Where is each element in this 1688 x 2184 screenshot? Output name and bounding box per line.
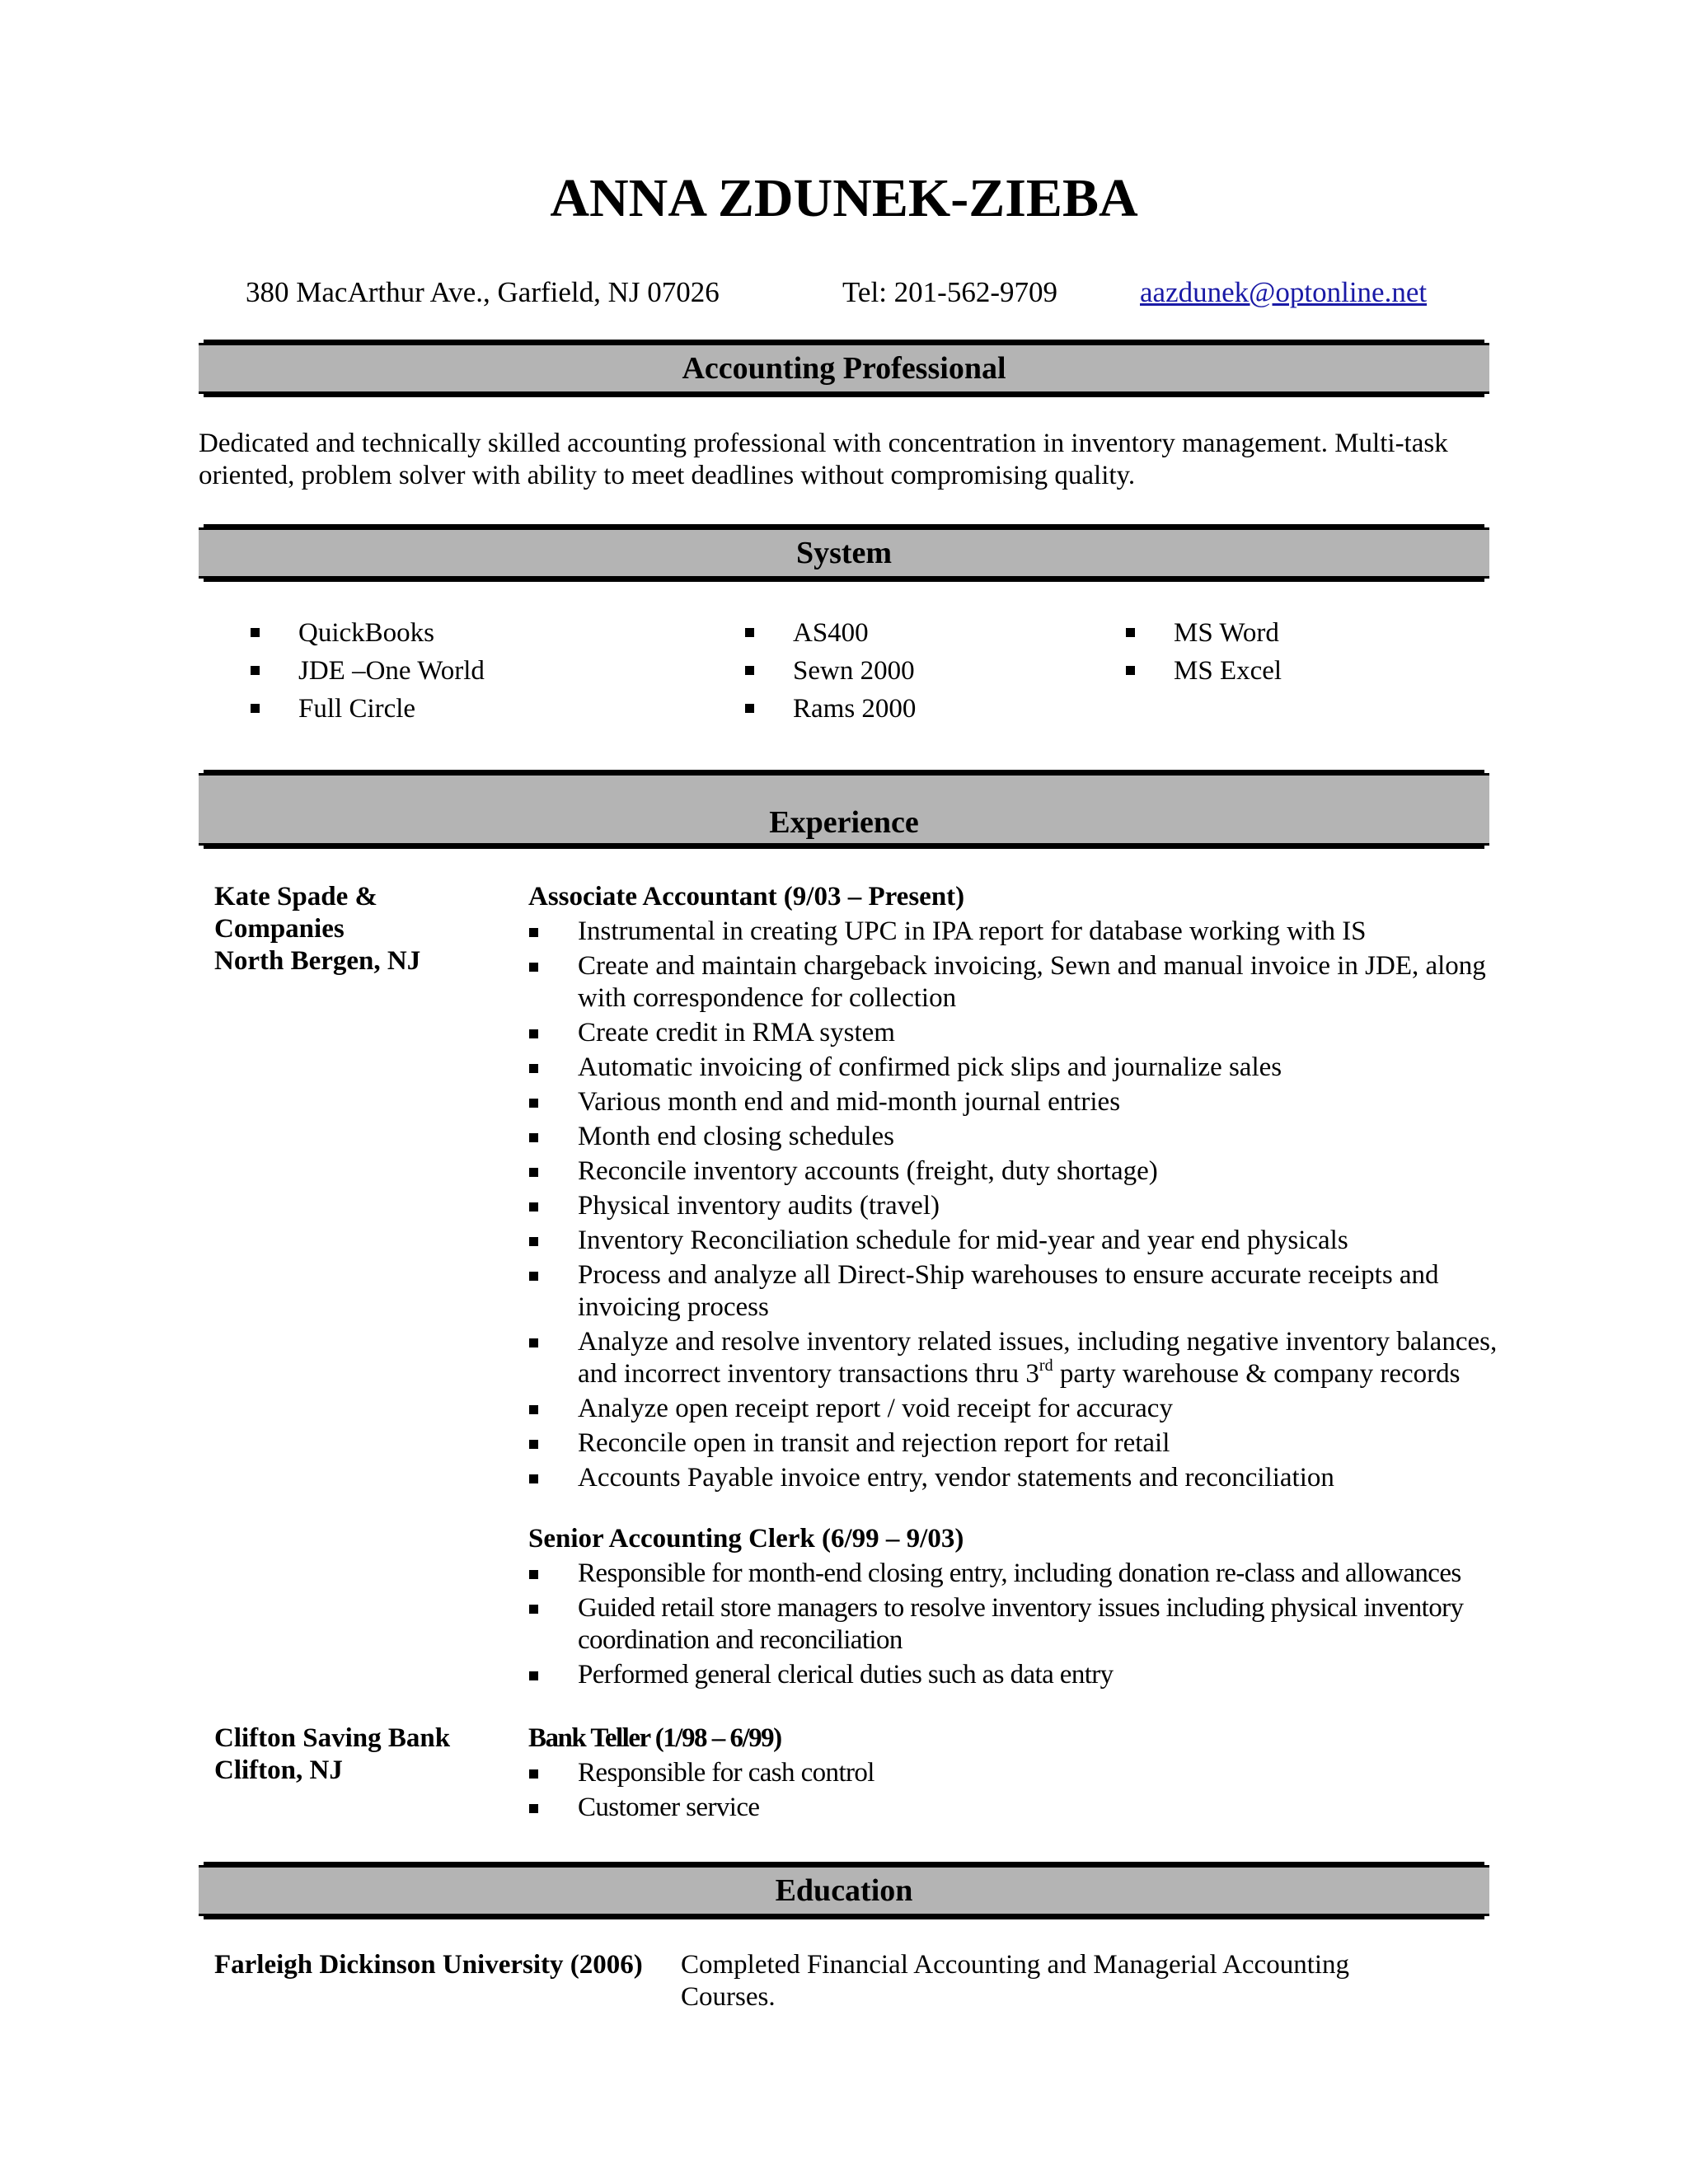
bullet-icon [529,1474,538,1483]
bullet-icon [529,1804,538,1813]
list-item: Automatic invoicing of confirmed pick slips and journalize sales [528,1052,1517,1084]
superscript: rd [1039,1357,1053,1375]
job-block [528,881,1517,1497]
address: 380 MacArthur Ave., Garfield, NJ 07026 [246,276,720,308]
list-item: JDE –One World [251,652,485,690]
bullet-icon [529,1237,538,1246]
list-item: Process and analyze all Direct-Ship warehouses to ensure accurate receipts and invoicing process [528,1259,1517,1324]
bullet-icon [745,628,754,637]
bullet-icon [251,628,260,637]
bullet-icon [529,1064,538,1073]
list-item: Sewn 2000 [745,652,916,690]
bullet-icon [529,1671,538,1680]
education-description: Completed Financial Accounting and Managerial Accounting Courses. [681,1950,1350,2012]
school-name: Farleigh Dickinson University (2006) [214,1950,643,1980]
bullet-icon [529,1769,538,1779]
section-banner-summary: Accounting Professional [199,343,1489,394]
list-item: Physical inventory audits (travel) [528,1190,1517,1222]
company-name: Companies [214,914,345,944]
job-title: Senior Accounting Clerk (6/99 – 9/03) [528,1524,964,1554]
company-name: Kate Spade & [214,882,377,912]
bullet-icon [529,1029,538,1038]
list-item: Create and maintain chargeback invoicing, Sewn and manual invoice in JDE, along with correspondence for collection [528,950,1517,1015]
list-item: Create credit in RMA system [528,1017,1517,1049]
list-item: Instrumental in creating UPC in IPA report for database working with IS [528,916,1517,948]
list-item: Various month end and mid-month journal entries [528,1086,1517,1118]
list-item: Accounts Payable invoice entry, vendor statements and reconciliation [528,1462,1517,1494]
bullet-icon [529,1099,538,1108]
system-column-3 [1126,614,1282,690]
bullet-icon [745,666,754,675]
list-item: Responsible for cash control [528,1757,1517,1789]
bullet-icon [529,1440,538,1449]
bullet-icon [529,963,538,972]
list-item: Analyze open receipt report / void receipt for accuracy [528,1393,1517,1425]
list-item: QuickBooks [251,614,485,652]
list-item: Customer service [528,1792,1517,1824]
email-link[interactable]: aazdunek@optonline.net [1140,276,1428,308]
bullet-icon [529,1168,538,1177]
bullet-icon [529,1338,538,1347]
list-item: Rams 2000 [745,690,916,728]
list-item: Guided retail store managers to resolve inventory issues including physical inventory coordination and reconciliation [528,1592,1517,1657]
bullet-icon [745,704,754,713]
bullet-icon [1126,628,1135,637]
company-location: North Bergen, NJ [214,946,421,976]
job-block [528,1523,1517,1694]
list-item: Analyze and resolve inventory related issues, including negative inventory balances, and incorrect inventory transactions thru 3rd party warehouse & company records [528,1326,1517,1390]
bullet-icon [529,1605,538,1614]
list-item: AS400 [745,614,916,652]
company-name: Clifton Saving Bank [214,1723,451,1753]
section-banner-experience: Experience [199,773,1489,846]
list-item: MS Excel [1126,652,1282,690]
list-item: Reconcile inventory accounts (freight, duty shortage) [528,1155,1517,1188]
resume-name: ANNA ZDUNEK-ZIEBA [550,168,1138,228]
list-item: Performed general clerical duties such as data entry [528,1659,1517,1691]
job-block [528,1722,1517,1826]
company-location: Clifton, NJ [214,1755,343,1785]
list-item: Responsible for month-end closing entry, including donation re-class and allowances [528,1558,1517,1590]
bullet-icon [529,1272,538,1281]
bullet-icon [529,1202,538,1212]
bullet-icon [251,666,260,675]
phone: Tel: 201-562-9709 [842,276,1057,308]
list-item: Month end closing schedules [528,1121,1517,1153]
job-title: Bank Teller (1/98 – 6/99) [528,1723,781,1753]
section-banner-education: Education [199,1865,1489,1916]
bullet-icon [1126,666,1135,675]
list-item: Full Circle [251,690,485,728]
company-block [214,881,420,977]
bullet-icon [529,1405,538,1414]
summary-text: Dedicated and technically skilled accounting professional with concentration in inventory management. Multi-task oriented, problem solver with ability to meet deadlines without compromising quality. [199,429,1448,490]
list-item: Reconcile open in transit and rejection report for retail [528,1427,1517,1460]
bullet-icon [529,1133,538,1142]
list-item: Inventory Reconciliation schedule for mid-year and year end physicals [528,1225,1517,1257]
list-item: MS Word [1126,614,1282,652]
bullet-icon [251,704,260,713]
bullet-icon [529,1570,538,1579]
system-column-1 [251,614,485,728]
company-block [214,1722,450,1787]
section-banner-system: System [199,527,1489,579]
system-column-2 [745,614,916,728]
job-title: Associate Accountant (9/03 – Present) [528,882,965,912]
bullet-icon [529,928,538,937]
